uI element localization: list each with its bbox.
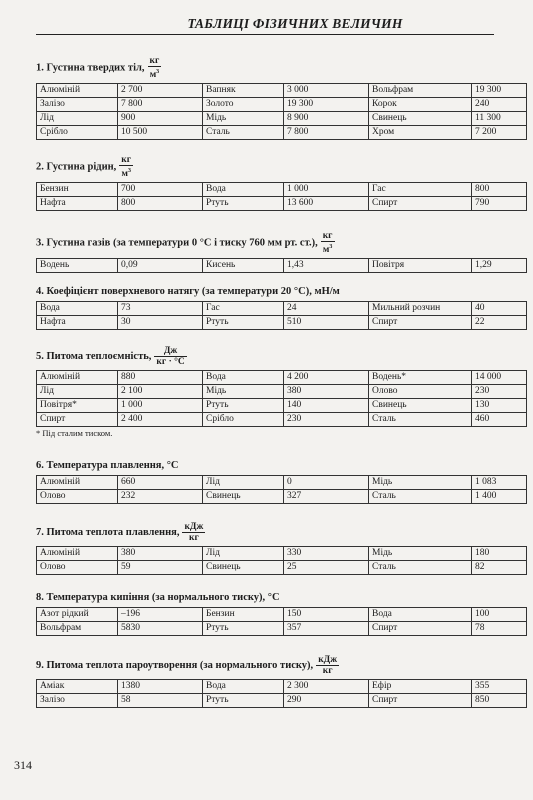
substance-name-cell: Ртуть bbox=[203, 197, 284, 211]
unit-denominator bbox=[119, 166, 133, 179]
unit-denominator-text: кг bbox=[322, 666, 333, 676]
substance-name-cell: Сталь bbox=[203, 126, 284, 140]
table-row bbox=[37, 490, 527, 504]
section-title: 2. Густина рідин, bbox=[36, 161, 117, 173]
value-cell: 380 bbox=[118, 547, 203, 561]
unit-fraction bbox=[182, 522, 205, 543]
section-heading bbox=[36, 655, 520, 676]
section-6 bbox=[36, 459, 520, 504]
table-row bbox=[37, 112, 527, 126]
substance-name-cell: Алюміній bbox=[37, 371, 118, 385]
value-cell: 8 900 bbox=[284, 112, 369, 126]
substance-name-cell: Алюміній bbox=[37, 84, 118, 98]
value-cell: 73 bbox=[118, 302, 203, 316]
value-cell: 58 bbox=[118, 694, 203, 708]
page-number: 314 bbox=[14, 758, 32, 772]
unit-numerator: кг bbox=[121, 155, 132, 165]
section-heading bbox=[36, 56, 520, 80]
substance-name-cell: Лід bbox=[203, 476, 284, 490]
unit-numerator: кг bbox=[322, 231, 333, 241]
unit-numerator: кг bbox=[149, 56, 160, 66]
value-cell: 1,43 bbox=[284, 259, 369, 273]
value-cell: 7 200 bbox=[472, 126, 527, 140]
table-row bbox=[37, 399, 527, 413]
substance-name-cell: Нафта bbox=[37, 197, 118, 211]
substance-name-cell: Вода bbox=[203, 183, 284, 197]
substance-name-cell: Азот рідкий bbox=[37, 608, 118, 622]
value-cell: 240 bbox=[472, 98, 527, 112]
value-cell: 150 bbox=[284, 608, 369, 622]
value-cell: 14 000 bbox=[472, 371, 527, 385]
section-5 bbox=[36, 346, 520, 438]
table-row bbox=[37, 694, 527, 708]
substance-name-cell: Срібло bbox=[37, 126, 118, 140]
unit-denominator bbox=[321, 242, 335, 255]
unit-denominator-text: кг · °С bbox=[156, 357, 185, 367]
section-heading bbox=[36, 285, 520, 298]
substance-name-cell: Свинець bbox=[203, 490, 284, 504]
table-row bbox=[37, 413, 527, 427]
section-3 bbox=[36, 231, 520, 273]
value-cell: 22 bbox=[472, 316, 527, 330]
value-cell: 0,09 bbox=[118, 259, 203, 273]
value-cell: 19 300 bbox=[472, 84, 527, 98]
section-title: 3. Густина газів (за температури 0 °С і тиску 760 мм рт. ст.), bbox=[36, 237, 318, 249]
value-cell: 7 800 bbox=[284, 126, 369, 140]
substance-name-cell: Лід bbox=[203, 547, 284, 561]
table-row bbox=[37, 126, 527, 140]
substance-name-cell: Водень bbox=[37, 259, 118, 273]
section-heading bbox=[36, 231, 520, 255]
substance-name-cell: Олово bbox=[37, 561, 118, 575]
value-cell: 880 bbox=[118, 371, 203, 385]
value-cell: 510 bbox=[284, 316, 369, 330]
substance-name-cell: Спирт bbox=[369, 694, 472, 708]
substance-name-cell: Спирт bbox=[369, 316, 472, 330]
substance-name-cell: Золото bbox=[203, 98, 284, 112]
data-table bbox=[36, 370, 527, 427]
unit-denominator bbox=[154, 357, 186, 367]
table-row bbox=[37, 608, 527, 622]
substance-name-cell: Гас bbox=[203, 302, 284, 316]
section-heading bbox=[36, 522, 520, 543]
value-cell: 25 bbox=[284, 561, 369, 575]
value-cell: 24 bbox=[284, 302, 369, 316]
value-cell: –196 bbox=[118, 608, 203, 622]
section-title: 1. Густина твердих тіл, bbox=[36, 62, 145, 74]
table-row bbox=[37, 371, 527, 385]
data-table bbox=[36, 475, 527, 504]
substance-name-cell: Мідь bbox=[369, 547, 472, 561]
unit-fraction bbox=[148, 56, 162, 80]
value-cell: 78 bbox=[472, 622, 527, 636]
value-cell: 357 bbox=[284, 622, 369, 636]
substance-name-cell: Олово bbox=[369, 385, 472, 399]
value-cell: 800 bbox=[472, 183, 527, 197]
unit-denominator bbox=[148, 67, 162, 80]
section-title: 6. Температура плавлення, °С bbox=[36, 460, 179, 471]
substance-name-cell: Ртуть bbox=[203, 399, 284, 413]
table-row bbox=[37, 385, 527, 399]
value-cell: 4 200 bbox=[284, 371, 369, 385]
value-cell: 1380 bbox=[118, 680, 203, 694]
unit-exponent: 3 bbox=[127, 168, 131, 174]
section-title: 7. Питома теплота плавлення, bbox=[36, 526, 180, 538]
table-row bbox=[37, 183, 527, 197]
substance-name-cell: Мідь bbox=[203, 112, 284, 126]
value-cell: 900 bbox=[118, 112, 203, 126]
value-cell: 2 100 bbox=[118, 385, 203, 399]
substance-name-cell: Сталь bbox=[369, 490, 472, 504]
substance-name-cell: Водень* bbox=[369, 371, 472, 385]
value-cell: 330 bbox=[284, 547, 369, 561]
substance-name-cell: Повітря bbox=[369, 259, 472, 273]
section-9 bbox=[36, 655, 520, 708]
value-cell: 100 bbox=[472, 608, 527, 622]
substance-name-cell: Мідь bbox=[369, 476, 472, 490]
substance-name-cell: Повітря* bbox=[37, 399, 118, 413]
table-row bbox=[37, 476, 527, 490]
section-8 bbox=[36, 591, 520, 636]
table-row bbox=[37, 680, 527, 694]
unit-numerator: кДж bbox=[184, 522, 204, 532]
substance-name-cell: Спирт bbox=[369, 622, 472, 636]
data-table bbox=[36, 83, 527, 140]
data-table bbox=[36, 607, 527, 636]
value-cell: 1 000 bbox=[284, 183, 369, 197]
unit-numerator: Дж bbox=[154, 346, 186, 357]
data-table bbox=[36, 679, 527, 708]
substance-name-cell: Кисень bbox=[203, 259, 284, 273]
value-cell: 180 bbox=[472, 547, 527, 561]
value-cell: 40 bbox=[472, 302, 527, 316]
substance-name-cell: Хром bbox=[369, 126, 472, 140]
value-cell: 19 300 bbox=[284, 98, 369, 112]
substance-name-cell: Сталь bbox=[369, 561, 472, 575]
unit-denominator bbox=[316, 666, 339, 676]
substance-name-cell: Ртуть bbox=[203, 694, 284, 708]
substance-name-cell: Спирт bbox=[369, 197, 472, 211]
table-row bbox=[37, 622, 527, 636]
value-cell: 1 000 bbox=[118, 399, 203, 413]
value-cell: 7 800 bbox=[118, 98, 203, 112]
data-table bbox=[36, 258, 527, 273]
value-cell: 140 bbox=[284, 399, 369, 413]
value-cell: 13 600 bbox=[284, 197, 369, 211]
value-cell: 2 700 bbox=[118, 84, 203, 98]
unit-exponent: 3 bbox=[156, 69, 160, 75]
unit-fraction bbox=[316, 655, 339, 676]
substance-name-cell: Ефір bbox=[369, 680, 472, 694]
section-7 bbox=[36, 522, 520, 575]
substance-name-cell: Сталь bbox=[369, 413, 472, 427]
value-cell: 230 bbox=[284, 413, 369, 427]
header-rule bbox=[36, 34, 494, 35]
table-row bbox=[37, 316, 527, 330]
unit-fraction bbox=[321, 231, 335, 255]
unit-denominator-text: м bbox=[149, 70, 157, 81]
value-cell: 82 bbox=[472, 561, 527, 575]
substance-name-cell: Залізо bbox=[37, 98, 118, 112]
page-title: ТАБЛИЦІ ФІЗИЧНИХ ВЕЛИЧИН bbox=[187, 16, 403, 31]
section-2 bbox=[36, 155, 520, 211]
unit-numerator: кДж bbox=[318, 655, 338, 665]
substance-name-cell: Корок bbox=[369, 98, 472, 112]
footnote: * Під сталим тиском. bbox=[36, 428, 113, 438]
value-cell: 30 bbox=[118, 316, 203, 330]
value-cell: 1 400 bbox=[472, 490, 527, 504]
value-cell: 380 bbox=[284, 385, 369, 399]
unit-denominator-text: кг bbox=[189, 533, 199, 543]
substance-name-cell: Лід bbox=[37, 112, 118, 126]
data-table bbox=[36, 301, 527, 330]
substance-name-cell: Лід bbox=[37, 385, 118, 399]
table-row bbox=[37, 302, 527, 316]
substance-name-cell: Аміак bbox=[37, 680, 118, 694]
substance-name-cell: Вода bbox=[369, 608, 472, 622]
section-heading bbox=[36, 591, 520, 604]
section-title: 5. Питома теплоємність, bbox=[36, 350, 152, 362]
substance-name-cell: Вапняк bbox=[203, 84, 284, 98]
value-cell: 2 300 bbox=[284, 680, 369, 694]
value-cell: 327 bbox=[284, 490, 369, 504]
value-cell: 460 bbox=[472, 413, 527, 427]
substance-name-cell: Залізо bbox=[37, 694, 118, 708]
value-cell: 1,29 bbox=[472, 259, 527, 273]
value-cell: 10 500 bbox=[118, 126, 203, 140]
substance-name-cell: Бензин bbox=[203, 608, 284, 622]
value-cell: 700 bbox=[118, 183, 203, 197]
section-title: 4. Коефіцієнт поверхневого натягу (за температури 20 °С), мН/м bbox=[36, 286, 340, 297]
substance-name-cell: Вода bbox=[203, 371, 284, 385]
table-row bbox=[37, 197, 527, 211]
value-cell: 355 bbox=[472, 680, 527, 694]
table-row bbox=[37, 259, 527, 273]
value-cell: 800 bbox=[118, 197, 203, 211]
substance-name-cell: Свинець bbox=[369, 399, 472, 413]
value-cell: 59 bbox=[118, 561, 203, 575]
data-table bbox=[36, 182, 527, 211]
section-heading bbox=[36, 459, 520, 472]
substance-name-cell: Срібло bbox=[203, 413, 284, 427]
substance-name-cell: Вода bbox=[203, 680, 284, 694]
substance-name-cell: Вольфрам bbox=[369, 84, 472, 98]
substance-name-cell: Вода bbox=[37, 302, 118, 316]
substance-name-cell: Спирт bbox=[37, 413, 118, 427]
unit-exponent: 3 bbox=[329, 244, 333, 250]
value-cell: 0 bbox=[284, 476, 369, 490]
value-cell: 232 bbox=[118, 490, 203, 504]
substance-name-cell: Бензин bbox=[37, 183, 118, 197]
unit-denominator-text: м bbox=[121, 169, 128, 180]
value-cell: 3 000 bbox=[284, 84, 369, 98]
table-row bbox=[37, 561, 527, 575]
table-row bbox=[37, 547, 527, 561]
unit-denominator bbox=[182, 533, 205, 543]
substance-name-cell: Вольфрам bbox=[37, 622, 118, 636]
value-cell: 130 bbox=[472, 399, 527, 413]
substance-name-cell: Мідь bbox=[203, 385, 284, 399]
section-1 bbox=[36, 56, 520, 140]
table-row bbox=[37, 98, 527, 112]
value-cell: 230 bbox=[472, 385, 527, 399]
table-row bbox=[37, 84, 527, 98]
unit-fraction bbox=[119, 155, 133, 179]
unit-fraction bbox=[154, 346, 186, 367]
value-cell: 290 bbox=[284, 694, 369, 708]
value-cell: 2 400 bbox=[118, 413, 203, 427]
substance-name-cell: Алюміній bbox=[37, 476, 118, 490]
substance-name-cell: Олово bbox=[37, 490, 118, 504]
section-heading bbox=[36, 155, 520, 179]
substance-name-cell: Ртуть bbox=[203, 316, 284, 330]
substance-name-cell: Свинець bbox=[369, 112, 472, 126]
value-cell: 850 bbox=[472, 694, 527, 708]
value-cell: 1 083 bbox=[472, 476, 527, 490]
substance-name-cell: Мильний розчин bbox=[369, 302, 472, 316]
section-4 bbox=[36, 285, 520, 330]
substance-name-cell: Алюміній bbox=[37, 547, 118, 561]
page-header bbox=[36, 16, 494, 35]
substance-name-cell: Свинець bbox=[203, 561, 284, 575]
substance-name-cell: Ртуть bbox=[203, 622, 284, 636]
value-cell: 5830 bbox=[118, 622, 203, 636]
section-title: 8. Температура кипіння (за нормального тиску), °С bbox=[36, 592, 280, 603]
substance-name-cell: Гас bbox=[369, 183, 472, 197]
value-cell: 660 bbox=[118, 476, 203, 490]
section-title: 9. Питома теплота пароутворення (за нормального тиску), bbox=[36, 659, 314, 671]
section-heading bbox=[36, 346, 520, 367]
substance-name-cell: Нафта bbox=[37, 316, 118, 330]
data-table bbox=[36, 546, 527, 575]
value-cell: 11 300 bbox=[472, 112, 527, 126]
unit-denominator-text: м bbox=[322, 245, 330, 256]
value-cell: 790 bbox=[472, 197, 527, 211]
